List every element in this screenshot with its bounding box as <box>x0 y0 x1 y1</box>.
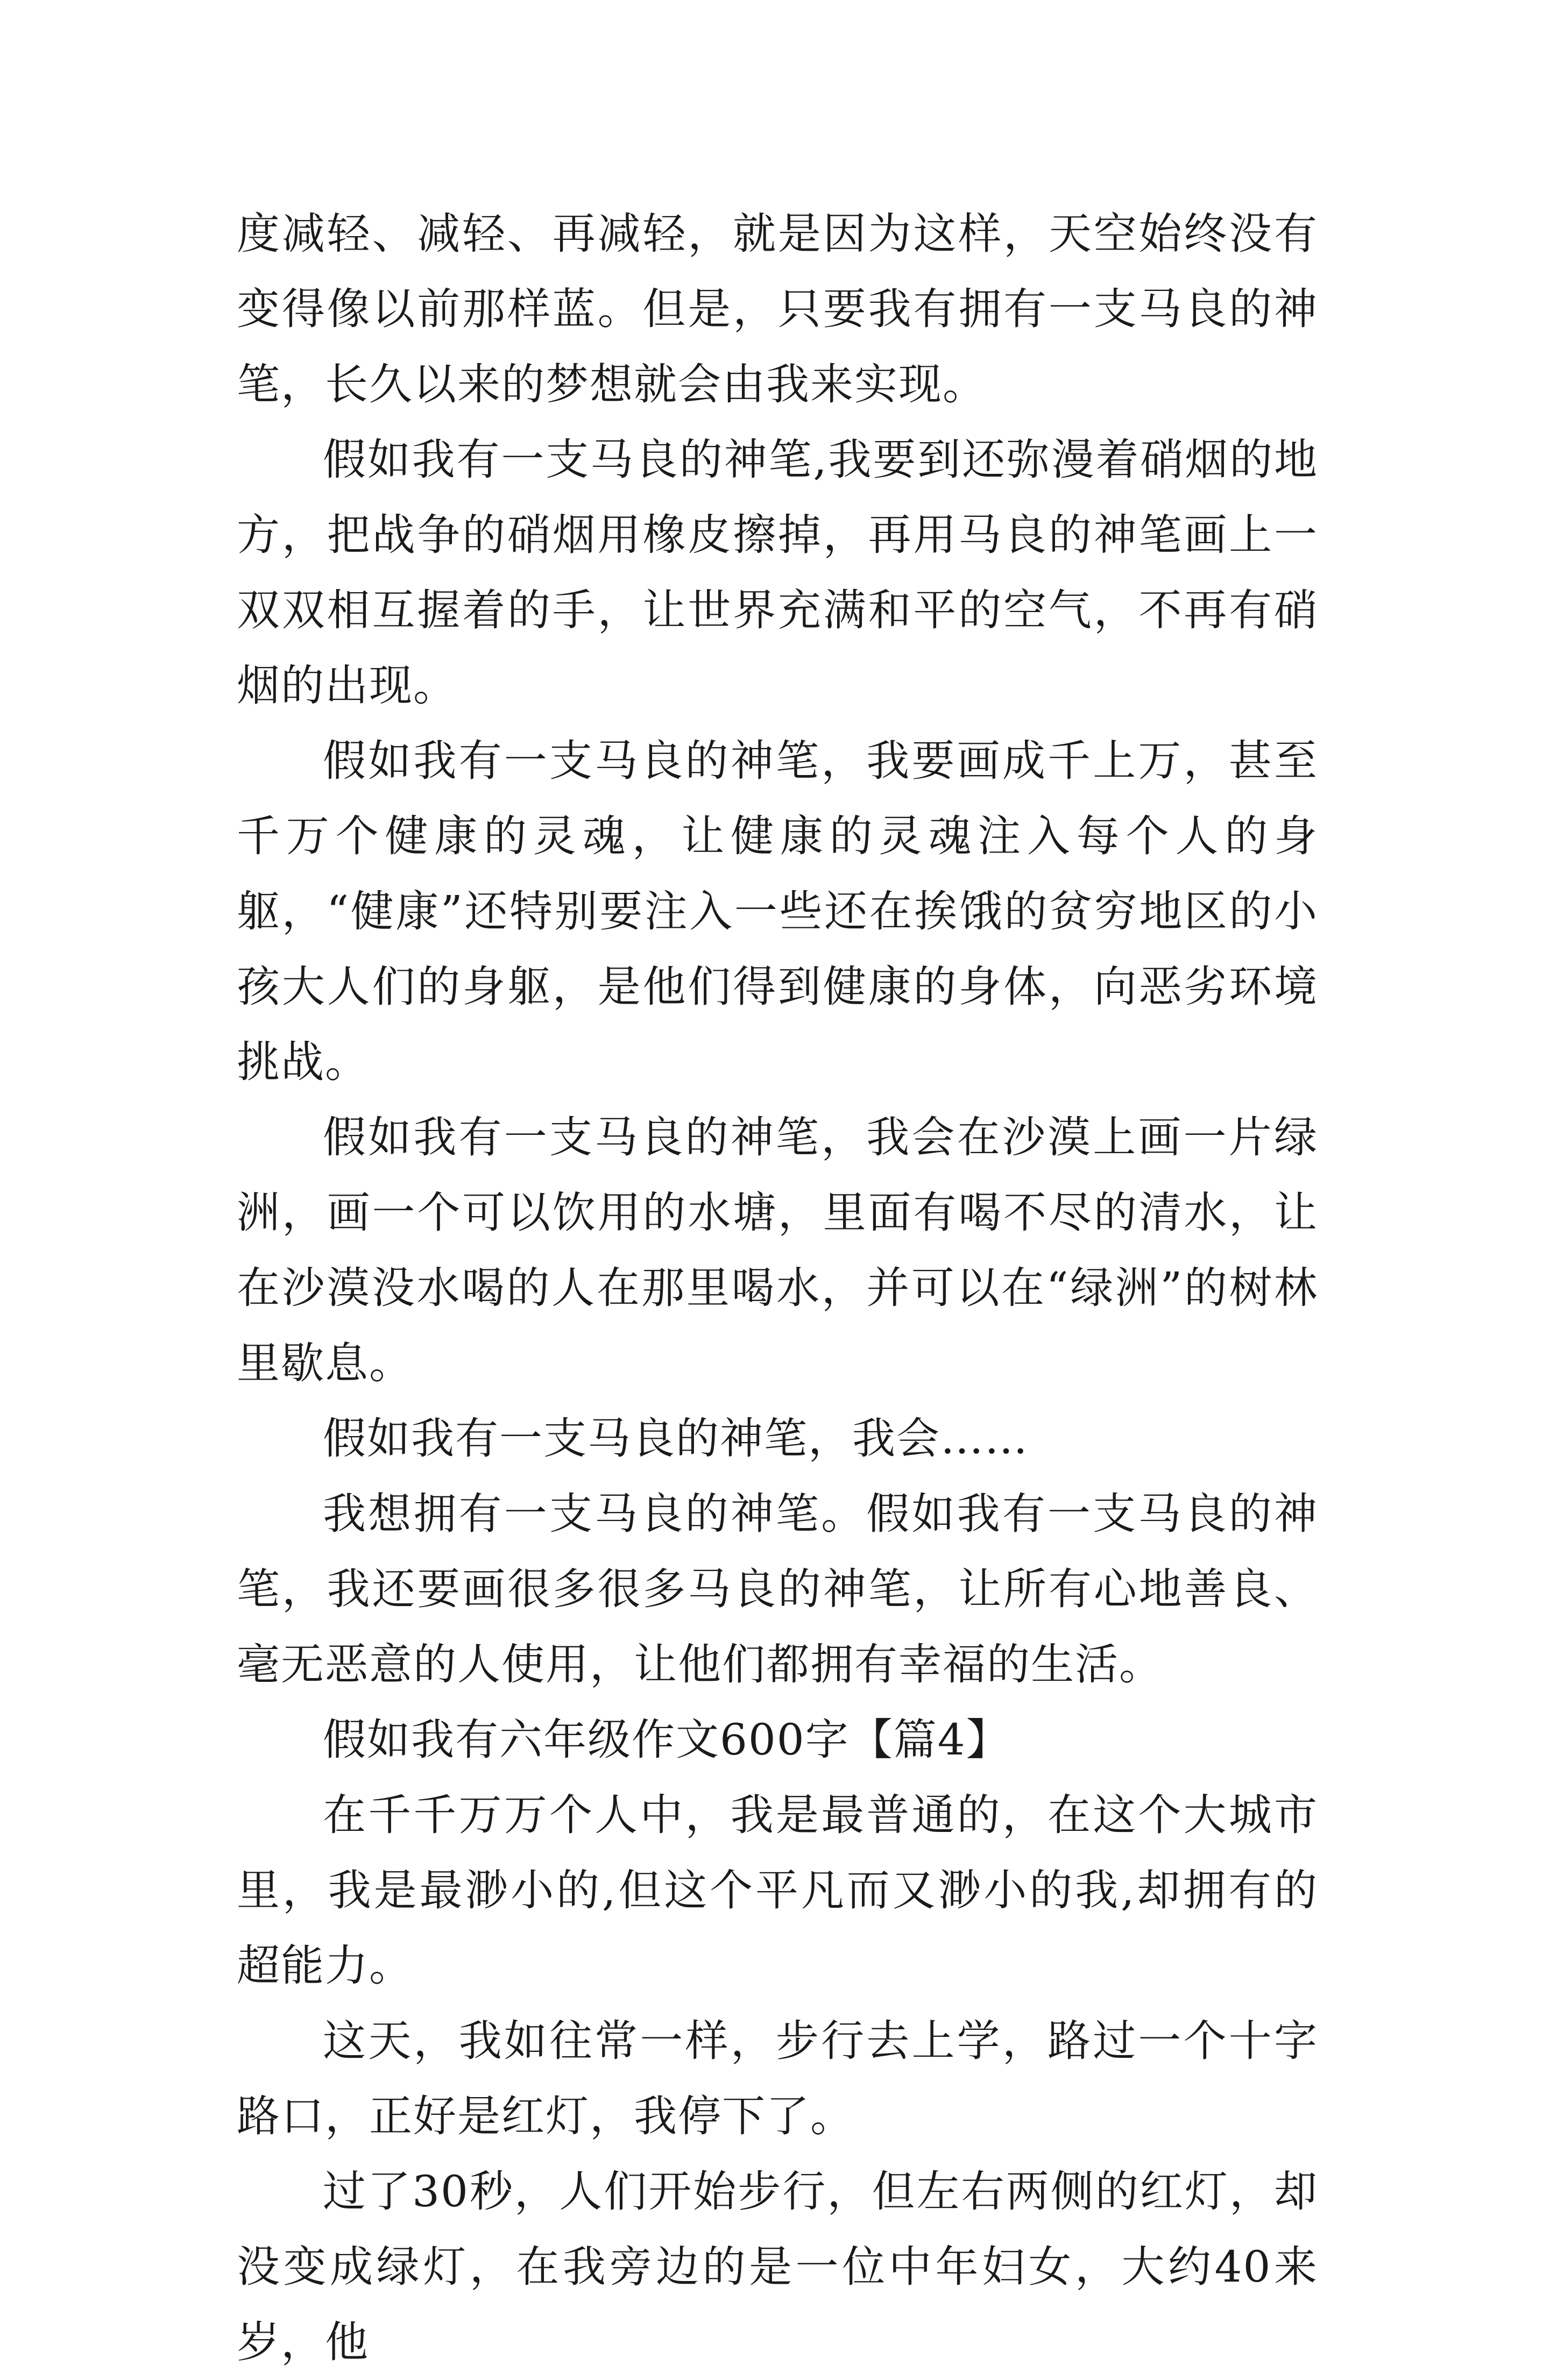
paragraph: 假如我有一支马良的神笔，我会…… <box>323 1413 1029 1463</box>
paragraph: 这天，我如往常一样，步行去上学，路过一个十字路口，正好是红灯，我停下了。 <box>237 2016 1318 2141</box>
paragraph: 假如我有一支马良的神笔，我要画成千上万，甚至千万个健康的灵魂，让健康的灵魂注入每个人的身躯，“健康”还特别要注入一些还在挨饿的贫穷地区的小孩大人们的身躯，是他们得到健康的身体，向恶劣环境挑战。 <box>237 736 1318 1087</box>
document-body <box>237 196 1318 2380</box>
section-heading: 假如我有六年级作文600字【篇4】 <box>323 1715 1010 1765</box>
paragraph: 我想拥有一支马良的神笔。假如我有一支马良的神笔，我还要画很多很多马良的神笔，让所有心地善良、毫无恶意的人使用，让他们都拥有幸福的生活。 <box>237 1489 1318 1689</box>
paragraph: 假如我有一支马良的神笔,我要到还弥漫着硝烟的地方，把战争的硝烟用橡皮擦掉，再用马良的神笔画上一双双相互握着的手，让世界充满和平的空气，不再有硝烟的出现。 <box>237 435 1318 711</box>
paragraph: 过了30秒，人们开始步行，但左右两侧的红灯，却没变成绿灯，在我旁边的是一位中年妇女，大约40来岁，他 <box>237 2166 1318 2367</box>
paragraph: 在千千万万个人中，我是最普通的，在这个大城市里，我是最渺小的,但这个平凡而又渺小的我,却拥有的超能力。 <box>237 1790 1318 1991</box>
paragraph: 假如我有一支马良的神笔，我会在沙漠上画一片绿洲，画一个可以饮用的水塘，里面有喝不尽的清水，让在沙漠没水喝的人在那里喝水，并可以在“绿洲”的树林里歇息。 <box>237 1112 1318 1388</box>
paragraph: 度减轻、减轻、再减轻，就是因为这样，天空始终没有变得像以前那样蓝。但是，只要我有拥有一支马良的神笔，长久以来的梦想就会由我来实现。 <box>237 209 1318 409</box>
